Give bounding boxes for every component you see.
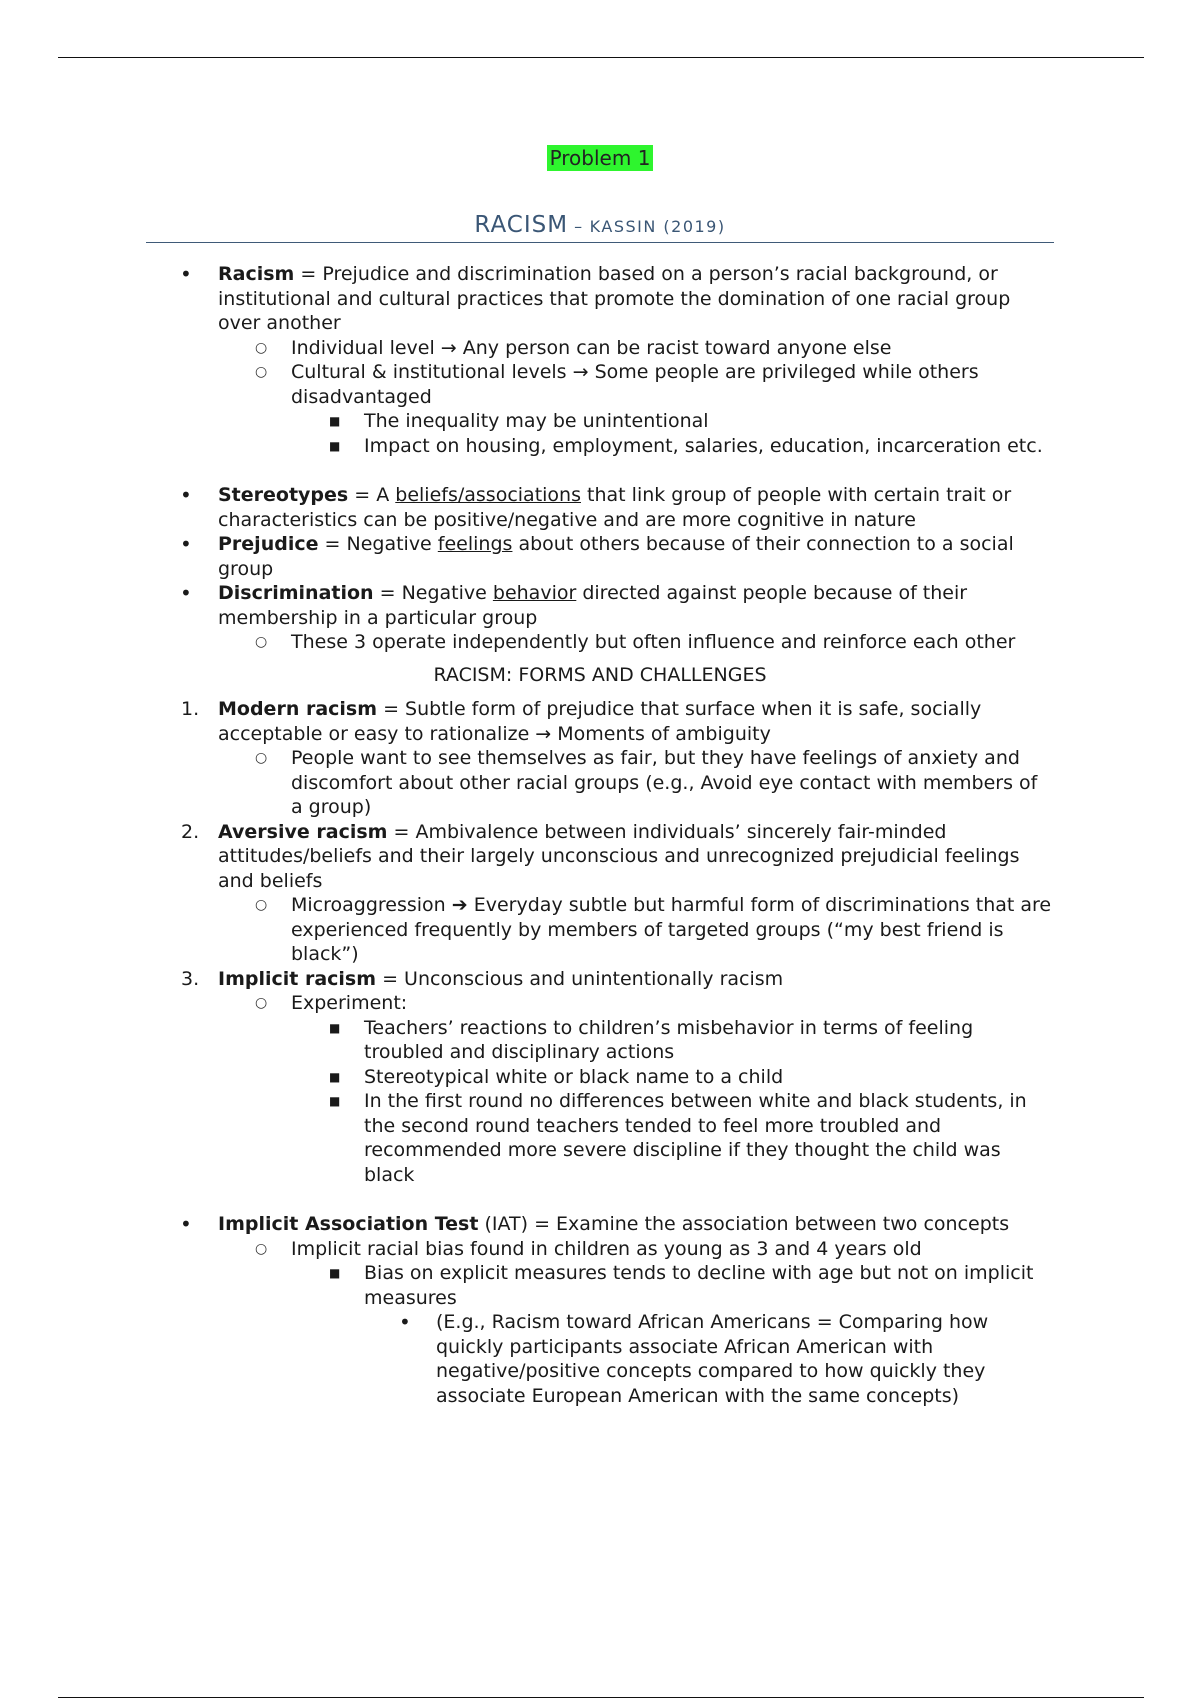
square-bullet-icon: ■ <box>329 414 341 428</box>
text-inequality: The inequality may be unintentional <box>364 410 709 432</box>
list-item-stereotypical-name <box>329 1065 1054 1090</box>
list-number: 3. <box>181 967 200 990</box>
list-item-teachers <box>329 1016 1054 1065</box>
list-item-aversive-racism <box>181 820 1054 894</box>
subheading-forms: RACISM: FORMS AND CHALLENGES <box>433 663 767 686</box>
term-aversive-racism: Aversive racism <box>218 820 388 843</box>
def-aversive-racism: = Ambivalence between individuals’ sincerely fair-minded attitudes/beliefs and their largely unconscious and unrecognized prejudicial feelings and beliefs <box>218 820 1020 892</box>
def-prejudice-underline: feelings <box>437 533 513 555</box>
def-prejudice-post: about others because of their connection to a social group <box>218 533 1014 580</box>
def-iat: (IAT) = Examine the association between two concepts <box>478 1213 1010 1235</box>
list-item-stereotypes <box>180 483 1054 532</box>
term-modern-racism: Modern racism <box>218 698 378 720</box>
circle-bullet-icon: ○ <box>255 339 268 356</box>
list-item-discrimination <box>180 581 1054 630</box>
bullet-icon: • <box>180 262 192 286</box>
text-modern-sub: People want to see themselves as fair, but they have feelings of anxiety and discomfort about other racial groups (e.g., Avoid eye contact with members of a group) <box>291 747 1038 818</box>
spacer <box>0 458 1200 483</box>
bullet-icon: • <box>180 532 192 556</box>
text-impact: Impact on housing, employment, salaries, education, incarceration etc. <box>364 434 1043 457</box>
list-item-implicit-bias <box>255 1237 1054 1262</box>
list-number: 1. <box>181 698 200 720</box>
list-item-racism <box>180 262 1054 336</box>
def-racism: = Prejudice and discrimination based on a person’s racial background, or institutional and cultural practices that promote the domination of one racial group over another <box>218 263 1011 334</box>
list-item-microaggression <box>255 893 1054 967</box>
circle-bullet-icon: ○ <box>255 364 268 380</box>
text-microaggression-rest: Everyday subtle but harmful form of discriminations that are experienced frequently by members of targeted groups (“my best friend is black”) <box>291 894 1052 965</box>
list-item-example <box>399 1310 1054 1408</box>
square-bullet-icon: ■ <box>329 1020 341 1035</box>
def-discrimination-underline: behavior <box>492 582 577 604</box>
top-rule <box>58 57 1144 58</box>
list-item-individual-level <box>255 336 1054 361</box>
section-heading <box>146 212 1054 243</box>
def-stereotypes-underline: beliefs/associations <box>395 484 581 506</box>
term-stereotypes: Stereotypes <box>218 484 349 506</box>
text-stereotypical-name: Stereotypical white or black name to a child <box>364 1065 784 1088</box>
circle-bullet-icon: ○ <box>255 1240 268 1257</box>
list-item-modern-racism <box>181 697 1054 746</box>
spacer <box>0 1187 1200 1212</box>
heading-main: RACISM <box>474 212 569 238</box>
page-title: Problem 1 <box>547 145 654 171</box>
text-first-round: In the first round no differences between white and black students, in the second round teachers tended to feel more troubled and recommended more severe discipline if they thought the child was black <box>364 1090 1027 1186</box>
term-iat: Implicit Association Test <box>218 1213 479 1235</box>
bullet-icon: • <box>180 1212 192 1236</box>
text-three-operate: These 3 operate independently but often influence and reinforce each other <box>291 631 1016 653</box>
text-microaggression: Microaggression <box>291 894 452 916</box>
document-body <box>0 262 1200 1408</box>
circle-bullet-icon: ○ <box>255 634 268 650</box>
list-item-modern-sub <box>255 746 1054 820</box>
term-discrimination: Discrimination <box>218 582 374 604</box>
text-bias-explicit: Bias on explicit measures tends to decline with age but not on implicit measures <box>364 1262 1034 1309</box>
text-experiment: Experiment: <box>291 992 408 1014</box>
def-modern-racism: = Subtle form of prejudice that surface when it is safe, socially acceptable or easy to rationalize → Moments of ambiguity <box>218 698 982 745</box>
bullet-icon: • <box>399 1310 411 1334</box>
text-teachers: Teachers’ reactions to children’s misbehavior in terms of feeling troubled and disciplinary actions <box>364 1016 974 1063</box>
circle-bullet-icon: ○ <box>255 750 268 766</box>
def-implicit-racism: = Unconscious and unintentionally racism <box>376 967 784 990</box>
list-item-three-operate <box>255 630 1054 655</box>
arrow-icon: ➔ <box>451 894 468 916</box>
square-bullet-icon: ■ <box>329 1266 341 1280</box>
list-item-prejudice <box>180 532 1054 581</box>
list-item-experiment <box>255 991 1054 1016</box>
def-discrimination-post: directed against people because of their membership in a particular group <box>218 582 968 629</box>
list-item-bias-explicit <box>329 1261 1054 1310</box>
circle-bullet-icon: ○ <box>255 995 268 1011</box>
list-number: 2. <box>181 820 200 843</box>
heading-dash: – <box>574 217 584 236</box>
def-stereotypes-pre: = A <box>348 484 396 506</box>
text-example: (E.g., Racism toward African Americans = Comparing how quickly participants associate African American with negative/positive concepts compared to how quickly they associate European American with the same concepts) <box>436 1311 989 1407</box>
term-implicit-racism: Implicit racism <box>218 967 377 990</box>
list-item-inequality <box>329 409 1054 434</box>
list-item-first-round <box>329 1089 1054 1187</box>
bullet-icon: • <box>180 581 192 605</box>
text-implicit-bias: Implicit racial bias found in children as young as 3 and 4 years old <box>291 1237 922 1260</box>
square-bullet-icon: ■ <box>329 438 341 453</box>
def-prejudice-pre: = Negative <box>318 533 438 555</box>
term-racism: Racism <box>218 263 295 285</box>
term-prejudice: Prejudice <box>218 533 319 555</box>
bottom-rule <box>58 1697 1144 1698</box>
def-discrimination-pre: = Negative <box>373 582 493 604</box>
text-individual-level: Individual level → Any person can be racist toward anyone else <box>291 336 892 359</box>
list-item-implicit-racism <box>181 967 1054 992</box>
circle-bullet-icon: ○ <box>255 897 268 913</box>
square-bullet-icon: ■ <box>329 1094 341 1108</box>
list-item-impact <box>329 434 1054 459</box>
text-cultural-level: Cultural & institutional levels → Some people are privileged while others disadvantaged <box>291 361 979 408</box>
title-container <box>0 146 1200 170</box>
square-bullet-icon: ■ <box>329 1069 341 1084</box>
list-item-cultural-level <box>255 360 1054 409</box>
bullet-icon: • <box>180 483 192 507</box>
heading-source: KASSIN (2019) <box>589 217 726 236</box>
def-stereotypes-post: that link group of people with certain trait or characteristics can be positive/negative and are more cognitive in nature <box>218 484 1012 531</box>
list-item-iat <box>180 1212 1054 1237</box>
